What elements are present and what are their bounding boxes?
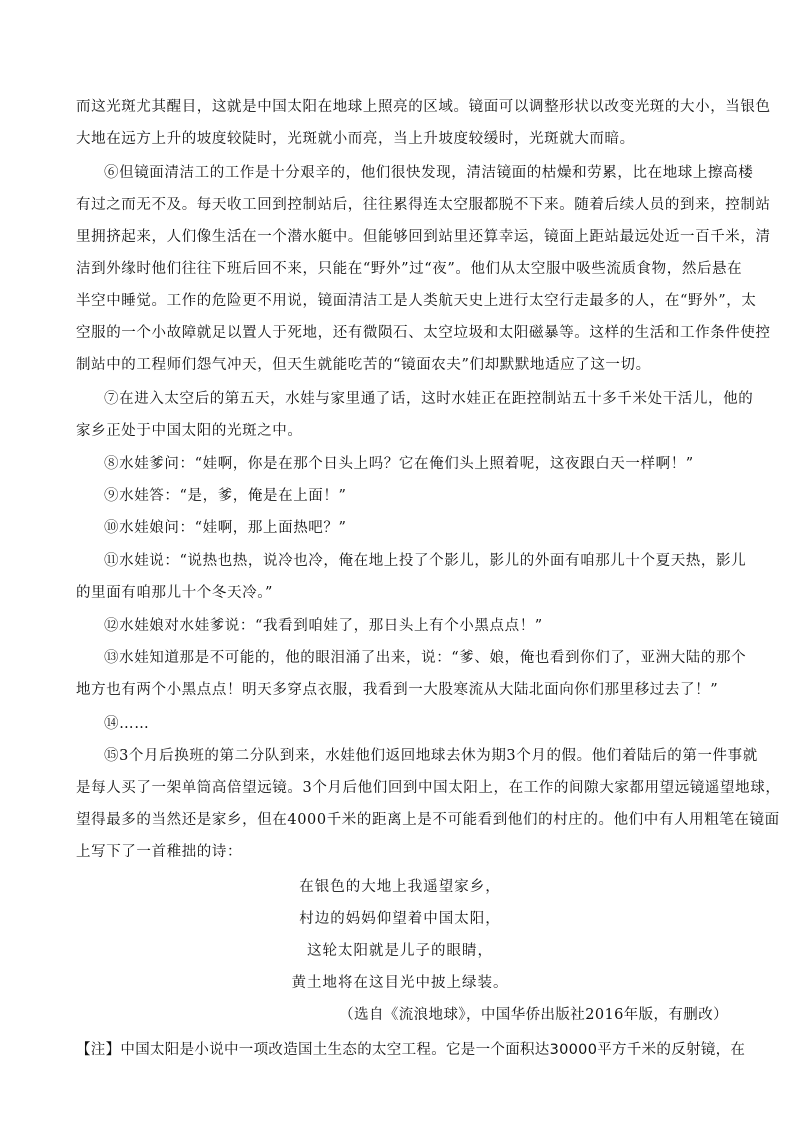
paragraph-14-line: ⑭……	[104, 716, 150, 732]
text-line: 有过之而无不及。每天收工回到控制站后，往往累得连太空服都脱不下来。随着后续人员的到来，控制站	[76, 197, 771, 213]
text-line: 里拥挤起来，人们像生活在一个潜水艇中。但能够回到站里还算幸运，镜面上距站最远处近一百千米，清	[76, 229, 771, 245]
text-line: 家乡正处于中国太阳的光斑之中。	[76, 423, 303, 439]
text-line: 半空中睡觉。工作的危险更不用说，镜面清洁工是人类航天史上进行太空行走最多的人，在“野外”，太	[76, 293, 757, 309]
paragraph-7-line: ⑦在进入太空后的第五天，水娃与家里通了话，这时水娃正在距控制站五十多千米处干活儿，他的	[104, 391, 754, 407]
paragraph-10-line: ⑩水娃娘问：“娃啊，那上面热吧？”	[104, 520, 347, 536]
text-line: 是每人买了一架单筒高倍望远镜。3个月后他们回到中国太阳上，在工作的间隙大家都用望远镜遥望地球，	[76, 780, 781, 796]
text-line: 洁到外缘时他们往往下班后回不来，只能在“野外”过“夜”。他们从太空服中吸些流质食物，然后悬在	[76, 261, 743, 277]
paragraph-15-line: ⑮3个月后换班的第二分队到来，水娃他们返回地球去休为期3个月的假。他们着陆后的第一件事就	[104, 748, 758, 764]
text-line: 空服的一个小故障就足以置人于死地，还有微陨石、太空垃圾和太阳磁暴等。这样的生活和工作条件使控	[76, 325, 771, 341]
text-line: 大地在远方上升的坡度较陡时，光斑就小而亮，当上升坡度较缓时，光斑就大而暗。	[76, 131, 635, 147]
paragraph-12-line: ⑫水娃娘对水娃爹说：“我看到咱娃了，那日头上有个小黑点点！”	[104, 618, 543, 634]
paragraph-9-line: ⑨水娃答：“是，爹，俺是在上面！”	[104, 488, 347, 504]
text-line: 制站中的工程师们怨气冲天，但天生就能吃苦的“镜面农夫”们却默默地适应了这一切。	[76, 357, 651, 373]
text-line: 地方也有两个小黑点点！明天多穿点衣服，我看到一大股寒流从大陆北面向你们那里移过去了！”	[76, 682, 719, 698]
paragraph-6-line: ⑥但镜面清洁工的工作是十分艰辛的，他们很快发现，清洁镜面的枯燥和劳累，比在地球上擦高楼	[104, 165, 754, 181]
footnote: 【注】中国太阳是小说中一项改造国土生态的太空工程。它是一个面积达30000平方千米的反射镜，在	[76, 1042, 746, 1058]
text-line: 上写下了一首稚拙的诗：	[76, 844, 243, 860]
source-citation: （选自《流浪地球》，中国华侨出版社2016年版，有删改）	[339, 1007, 728, 1023]
paragraph-11-line: ⑪水娃说：“说热也热，说冷也冷，俺在地上投了个影儿，影儿的外面有咱那儿十个夏天热，影儿	[104, 553, 747, 569]
text-line: 望得最多的当然还是家乡，但在4000千米的距离上是不可能看到他们的村庄的。他们中有人用粗笔在镜面	[76, 812, 780, 828]
paragraph-13-line: ⑬水娃知道那是不可能的，他的眼泪涌了出来，说：“爹、娘，俺也看到你们了，亚洲大陆的那个	[104, 650, 747, 666]
poem-line: 村边的妈妈仰望着中国太阳，	[299, 911, 501, 927]
text-line: 的里面有咱那儿十个冬天冷。”	[76, 585, 274, 601]
poem-line: 黄土地将在这目光中披上绿装。	[291, 975, 509, 991]
text-line: 而这光斑尤其醒目，这就是中国太阳在地球上照亮的区域。镜面可以调整形状以改变光斑的大小，当银色	[76, 99, 771, 115]
paragraph-8-line: ⑧水娃爹问：“娃啊，你是在那个日头上吗？它在俺们头上照着呢，这夜跟白天一样啊！”	[104, 456, 694, 472]
poem-line: 在银色的大地上我遥望家乡，	[299, 879, 501, 895]
poem-line: 这轮太阳就是儿子的眼睛，	[307, 943, 493, 959]
